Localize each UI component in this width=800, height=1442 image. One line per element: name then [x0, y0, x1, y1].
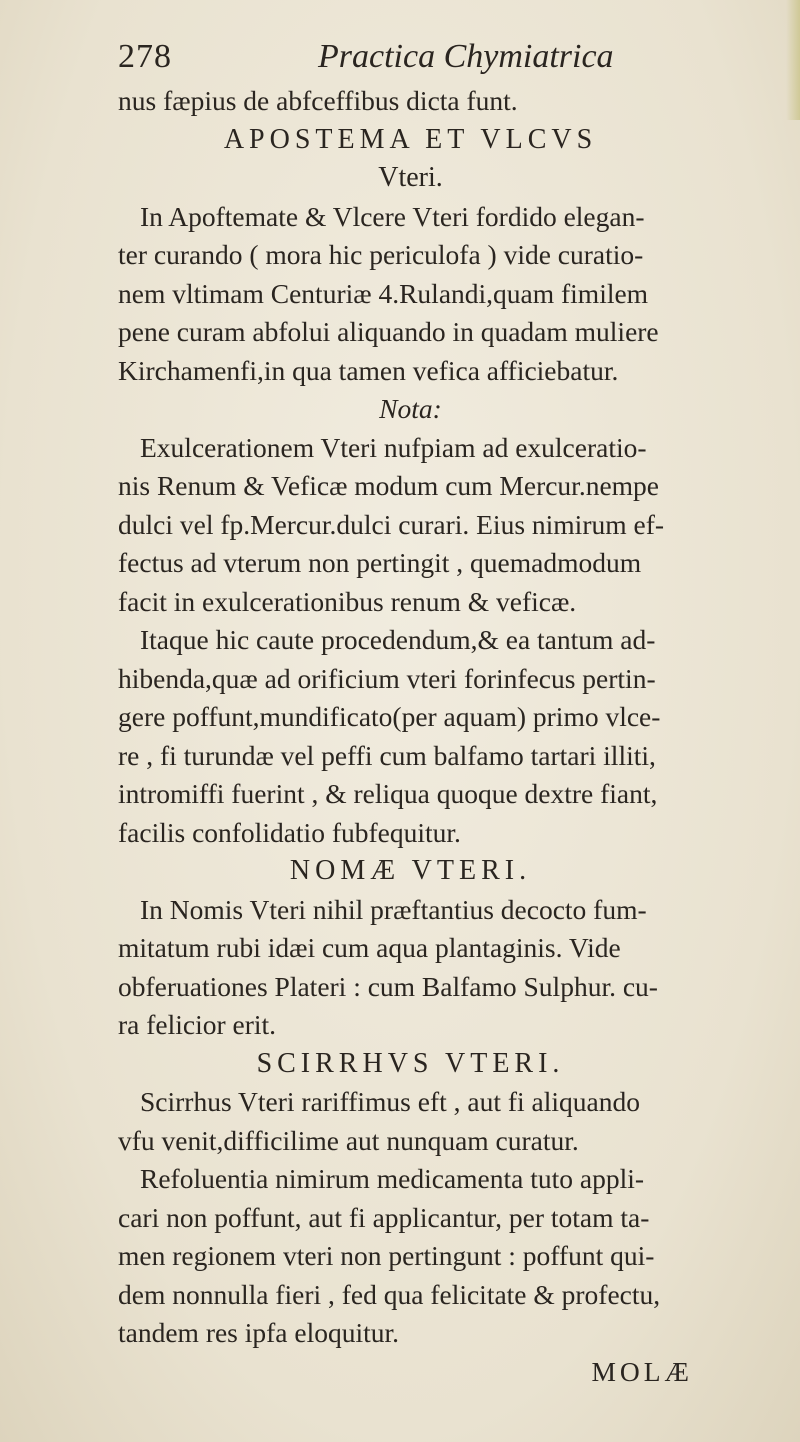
text-line: Scirrhus Vteri rariffimus eft , aut fi aliquando [140, 1086, 640, 1117]
section-heading: APOSTEMA ET VLCVS [223, 123, 598, 155]
text-line: nus fæpius de abfceffibus dicta funt. [118, 85, 518, 116]
running-head: Practica Chymiatrica [318, 38, 614, 75]
text-line: Itaque hic caute procedendum,& ea tantum ad- [140, 624, 656, 655]
catchword: MOLÆ [591, 1355, 693, 1387]
text-line: nis Renum & Veficæ modum cum Mercur.nempe [118, 470, 660, 501]
text-line: re , fi turundæ vel peffi cum balfamo tartari illiti, [118, 739, 656, 771]
text-line: dulci vel fp.Mercur.dulci curari. Eius nimirum ef- [118, 508, 665, 540]
text-line: cari non poffunt, aut fi applicantur, per totam ta- [118, 1201, 650, 1233]
text-line: tandem res ipfa eloquitur. [118, 1317, 400, 1348]
text-line: men regionem vteri non pertingunt : poffunt qui- [118, 1240, 655, 1271]
text-line: mitatum rubi idæi cum aqua plantaginis. Vide [118, 932, 621, 963]
text-line: fectus ad vterum non pertingit , quemadmodum [118, 547, 642, 578]
text-line: pene curam abfolui aliquando in quadam muliere [118, 316, 659, 347]
text-line: In Apoftemate & Vlcere Vteri fordido elegan- [140, 200, 645, 232]
page-header [118, 38, 718, 78]
text-line: dem nonnulla fieri , fed qua felicitate & profectu, [118, 1278, 661, 1310]
text-line: obferuationes Plateri : cum Balfamo Sulphur. cu- [118, 970, 658, 1002]
text-line: ter curando ( mora hic periculofa ) vide curatio- [118, 239, 644, 270]
nota-heading: Nota: [379, 393, 442, 424]
text-line: Refoluentia nimirum medicamenta tuto appli- [140, 1163, 645, 1194]
text-line: Exulcerationem Vteri nufpiam ad exulceratio- [140, 431, 647, 463]
page-number: 278 [118, 38, 172, 75]
text-line: In Nomis Vteri nihil præftantius decocto fum- [140, 893, 647, 925]
page-body [118, 82, 703, 1391]
text-line: facilis confolidatio fubfequitur. [118, 816, 461, 848]
text-line: vfu venit,difficilime aut nunquam curatur. [118, 1124, 579, 1156]
text-line: hibenda,quæ ad orificium vteri forinfecus pertin- [118, 662, 656, 694]
text-line: Kirchamenfi,in qua tamen vefica afficiebatur. [118, 354, 619, 386]
page-edge-stain [786, 0, 800, 120]
text-line: facit in exulcerationibus renum & veficæ. [118, 585, 577, 617]
section-heading: NOMÆ VTERI. [289, 855, 532, 886]
text-line: nem vltimam Centuriæ 4.Rulandi,quam fimilem [118, 277, 649, 309]
text-line: ra felicior erit. [118, 1009, 277, 1040]
text-line: intromiffi fuerint , & reliqua quoque dextre fiant, [118, 778, 658, 809]
section-heading: SCIRRHVS VTERI. [256, 1047, 565, 1079]
text-line: gere poffunt,mundificato(per aquam) primo vlce- [118, 701, 661, 732]
section-subheading: Vteri. [378, 162, 443, 193]
